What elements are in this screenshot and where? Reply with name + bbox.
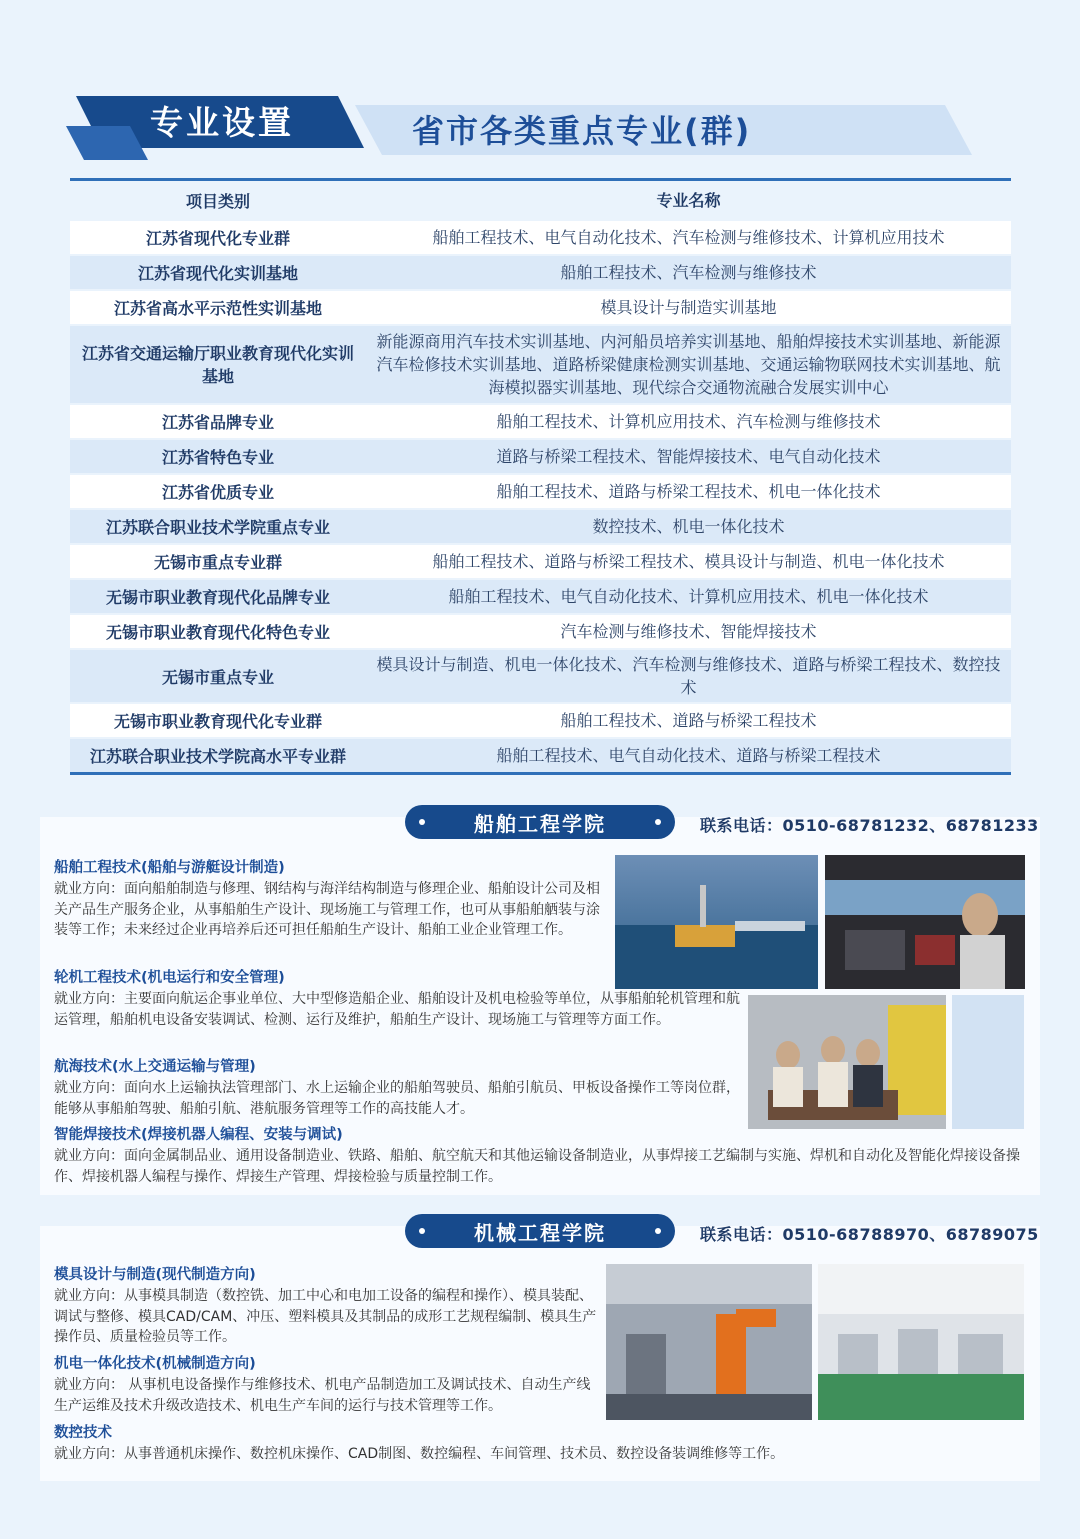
major-text: 就业方向：从事模具制造（数控铣、加工中心和电加工设备的编程和操作）、模具装配、调试与整修、模具CAD/CAM、冲压、塑料模具及其制品的成形工艺规程编制、模具生产操作员、质量检验员等工作。 (54, 1288, 597, 1345)
offshore-platform-photo (615, 855, 818, 989)
row-category: 江苏省优质专业 (161, 483, 274, 502)
majors-table (70, 178, 1011, 775)
table-row (70, 289, 1011, 324)
row-majors: 船舶工程技术、汽车检测与维修技术 (560, 263, 817, 282)
ship-major-3 (54, 1056, 744, 1119)
table-row (70, 438, 1011, 473)
major-title: 船舶工程技术(船舶与游艇设计制造) (54, 860, 285, 876)
decorative-panel (952, 995, 1024, 1129)
row-category: 无锡市职业教育现代化品牌专业 (105, 588, 330, 607)
major-title: 轮机工程技术(机电运行和安全管理) (54, 970, 285, 986)
training-hall-photo (818, 1264, 1024, 1420)
table-row (70, 219, 1011, 254)
row-category: 江苏联合职业技术学院高水平专业群 (89, 747, 346, 766)
row-majors: 模具设计与制造实训基地 (600, 298, 777, 317)
bridge-simulator-photo (825, 855, 1025, 989)
major-title: 机电一体化技术(机械制造方向) (54, 1356, 256, 1372)
ship-college-name: 船舶工程学院 (474, 811, 606, 836)
row-majors: 船舶工程技术、电气自动化技术、道路与桥梁工程技术 (496, 746, 881, 765)
major-text: 就业方向：面向水上运输执法管理部门、水上运输企业的船舶驾驶员、船舶引航员、甲板设备操作工等岗位群，能够从事船舶驾驶、船舶引航、港航服务管理等工作的高技能人才。 (54, 1080, 740, 1117)
row-majors: 船舶工程技术、道路与桥梁工程技术 (560, 711, 817, 730)
row-category: 江苏省特色专业 (161, 448, 274, 467)
table-header (70, 181, 1011, 219)
row-majors: 船舶工程技术、计算机应用技术、汽车检测与维修技术 (496, 412, 881, 431)
bullet-dot-icon (419, 819, 425, 825)
row-majors: 船舶工程技术、电气自动化技术、汽车检测与维修技术、计算机应用技术 (432, 228, 945, 247)
row-category: 江苏省现代化实训基地 (137, 264, 298, 283)
header-majors: 专业名称 (656, 190, 721, 210)
mech-college-name: 机械工程学院 (474, 1220, 606, 1245)
mech-college-phone: 联系电话：0510-68788970、68789075 (700, 1225, 1039, 1244)
row-majors: 模具设计与制造、机电一体化技术、汽车检测与维修技术、道路与桥梁工程技术、数控技术 (376, 655, 1001, 697)
row-majors: 汽车检测与维修技术、智能焊接技术 (560, 622, 817, 641)
mech-college-title-bar (405, 1214, 675, 1248)
major-text: 就业方向： 从事机电设备操作与维修技术、机电产品制造加工及调试技术、自动生产线生产运维及技术升级改造技术、机电生产车间的运行与技术管理等工作。 (54, 1377, 591, 1414)
row-category: 无锡市职业教育现代化特色专业 (105, 623, 330, 642)
ship-major-4 (54, 1124, 1029, 1187)
ship-major-1 (54, 857, 604, 941)
major-title: 数控技术 (54, 1425, 112, 1441)
table-row (70, 403, 1011, 438)
row-majors: 新能源商用汽车技术实训基地、内河船员培养实训基地、船舶焊接技术实训基地、新能源汽车检修技术实训基地、道路桥梁健康检测实训基地、交通运输物联网技术实训基地、航海模拟器实训基地、现代综合交通物流融合发展实训中心 (376, 332, 1001, 397)
table-row (70, 702, 1011, 737)
table-bottom-rule (70, 772, 1011, 775)
major-text: 就业方向：面向船舶制造与修理、钢结构与海洋结构制造与修理企业、船舶设计公司及相关产品生产服务企业，从事船舶生产设计、现场施工与管理工作，也可从事船舶舾装与涂装等工作；未来经过企业再培养后还可担任船舶生产设计、船舶工业企业管理工作。 (54, 881, 600, 938)
row-category: 江苏省品牌专业 (161, 413, 274, 432)
major-text: 就业方向：从事普通机床操作、数控机床操作、CAD制图、数控编程、车间管理、技术员、数控设备装调维修等工作。 (54, 1446, 785, 1462)
ship-college-phone: 联系电话：0510-68781232、68781233 (700, 816, 1039, 835)
row-majors: 船舶工程技术、道路与桥梁工程技术、机电一体化技术 (496, 482, 881, 501)
row-category: 无锡市重点专业 (161, 667, 274, 687)
table-row (70, 613, 1011, 648)
row-category: 无锡市重点专业群 (153, 553, 282, 572)
bullet-dot-icon (655, 819, 661, 825)
row-category: 江苏省现代化专业群 (145, 229, 290, 248)
major-title: 智能焊接技术(焊接机器人编程、安装与调试) (54, 1127, 343, 1143)
table-row (70, 543, 1011, 578)
row-category: 江苏省高水平示范性实训基地 (113, 299, 322, 318)
row-category: 无锡市职业教育现代化专业群 (113, 712, 322, 731)
major-text: 就业方向：主要面向航运企事业单位、大中型修造船企业、船舶设计及机电检验等单位，从事船舶轮机管理和航运管理，船舶机电设备安装调试、检测、运行及维护，船舶生产设计、现场施工与管理等方面工作。 (54, 991, 740, 1028)
welding-lab-photo (748, 995, 946, 1129)
major-title: 模具设计与制造(现代制造方向) (54, 1267, 256, 1283)
mech-major-3 (54, 1422, 1029, 1465)
major-text: 就业方向：面向金属制品业、通用设备制造业、铁路、船舶、航空航天和其他运输设备制造业，从事焊接工艺编制与实施、焊机和自动化及智能化焊接设备操作、焊接机器人编程与操作、焊接生产管理、焊接检验与质量控制工作。 (54, 1148, 1020, 1185)
table-row (70, 578, 1011, 613)
ship-college-title-bar (405, 805, 675, 839)
major-title: 航海技术(水上交通运输与管理) (54, 1059, 256, 1075)
banner-right-title: 省市各类重点专业(群) (412, 112, 752, 150)
banner-left-title: 专业设置 (150, 103, 294, 142)
section-banner (0, 0, 1080, 180)
row-majors: 道路与桥梁工程技术、智能焊接技术、电气自动化技术 (496, 447, 881, 466)
table-row (70, 508, 1011, 543)
table-row (70, 324, 1011, 403)
row-majors: 船舶工程技术、道路与桥梁工程技术、模具设计与制造、机电一体化技术 (432, 552, 945, 571)
header-category: 项目类别 (185, 191, 250, 211)
bullet-dot-icon (419, 1228, 425, 1234)
row-category: 江苏省交通运输厅职业教育现代化实训基地 (81, 343, 354, 386)
table-row (70, 473, 1011, 508)
row-category: 江苏联合职业技术学院重点专业 (105, 518, 330, 537)
mech-major-1 (54, 1264, 597, 1348)
robot-workshop-photo (606, 1264, 812, 1420)
ship-college-panel (40, 811, 1040, 1195)
bullet-dot-icon (655, 1228, 661, 1234)
mech-major-2 (54, 1353, 597, 1416)
table-row (70, 648, 1011, 702)
table-row (70, 737, 1011, 772)
row-majors: 船舶工程技术、电气自动化技术、计算机应用技术、机电一体化技术 (448, 587, 929, 606)
row-majors: 数控技术、机电一体化技术 (592, 517, 785, 536)
mech-college-panel (40, 1220, 1040, 1481)
table-row (70, 254, 1011, 289)
